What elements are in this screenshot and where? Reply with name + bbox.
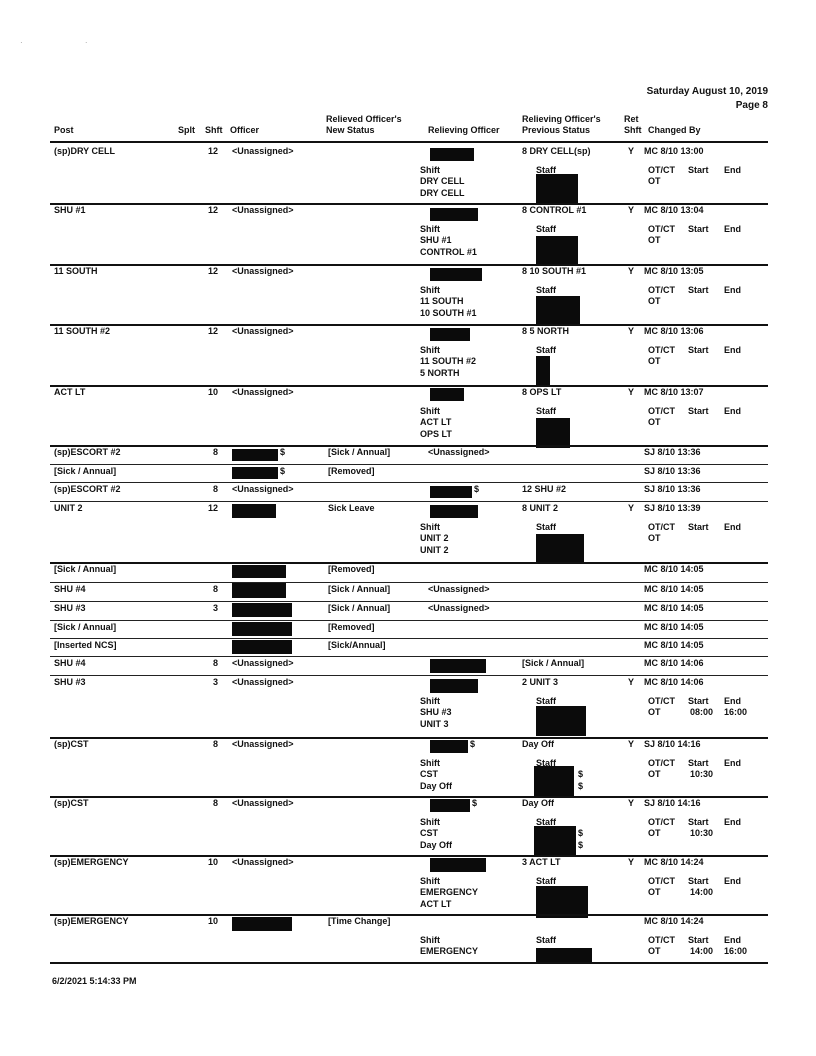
row-officer: <Unassigned>	[232, 677, 294, 687]
sub-shift-label: Shift	[420, 522, 440, 532]
row-previous-status: 8 CONTROL #1	[522, 205, 587, 215]
row-ret-shift: Y	[628, 326, 635, 336]
row-previous-status: 2 UNIT 3	[522, 677, 559, 687]
sub-shift-label: Shift	[420, 285, 440, 295]
column-headers	[0, 114, 816, 144]
row-post: SHU #3	[54, 677, 86, 687]
sub-otct-label: OT/CT	[648, 406, 675, 416]
row-changed-by: MC 8/10 14:06	[644, 677, 704, 687]
header-rule	[50, 141, 768, 143]
sub-otct-label: OT/CT	[648, 876, 675, 886]
row-shift: 10	[207, 857, 218, 867]
relieving-officer-redaction	[430, 388, 464, 401]
row-shift: 8	[212, 447, 218, 457]
row-shift: 8	[212, 739, 218, 749]
row-previous-status: 8 5 NORTH	[522, 326, 570, 336]
row-changed-by: MC 8/10 13:06	[644, 326, 704, 336]
row-shift: 8	[212, 484, 218, 494]
row-separator	[50, 638, 768, 639]
sub-start-label: Start	[688, 696, 709, 706]
relieving-officer-redaction	[430, 268, 482, 281]
row-shift: 3	[212, 677, 218, 687]
sub-start-label: Start	[688, 876, 709, 886]
row-ret-shift: Y	[628, 503, 635, 513]
officer-redaction	[232, 565, 286, 578]
sub-start-label: Start	[688, 935, 709, 945]
row-post: (sp)CST	[54, 739, 89, 749]
sub-start-label: Start	[688, 224, 709, 234]
row-officer: <Unassigned>	[232, 798, 294, 808]
row-shift: 8	[212, 584, 218, 594]
sub-ot-value: OT	[648, 356, 661, 366]
row-separator	[50, 501, 768, 502]
sub-post: EMERGENCY	[420, 946, 479, 956]
sub-end-label: End	[724, 345, 741, 355]
officer-redaction	[232, 583, 286, 598]
sub-staff-label: Staff	[536, 817, 556, 827]
sub-ot-value: OT	[648, 296, 661, 306]
sub-dollar-mark: $	[578, 769, 584, 779]
sub-otct-label: OT/CT	[648, 285, 675, 295]
sub-ot-value: OT	[648, 887, 661, 897]
sub-previous-post: UNIT 3	[420, 719, 449, 729]
row-changed-by: SJ 8/10 14:16	[644, 798, 701, 808]
sub-ot-value: OT	[648, 769, 661, 779]
row-shift: 10	[207, 387, 218, 397]
row-post: [Sick / Annual]	[54, 622, 117, 632]
row-separator	[50, 582, 768, 583]
relieving-officer-redaction	[430, 208, 478, 221]
report-date: Saturday August 10, 2019	[646, 86, 768, 97]
sub-shift-label: Shift	[420, 165, 440, 175]
row-separator	[50, 482, 768, 483]
row-officer: <Unassigned>	[232, 326, 294, 336]
row-officer: <Unassigned>	[232, 387, 294, 397]
sub-otct-label: OT/CT	[648, 758, 675, 768]
row-changed-by: SJ 8/10 13:36	[644, 466, 701, 476]
previous-officer-redaction	[536, 174, 578, 204]
sub-staff-label: Staff	[536, 758, 556, 768]
row-changed-by: MC 8/10 14:05	[644, 584, 704, 594]
sub-staff-label: Staff	[536, 696, 556, 706]
row-post: ACT LT	[54, 387, 86, 397]
row-shift: 12	[207, 503, 218, 513]
row-changed-by: MC 8/10 13:04	[644, 205, 704, 215]
col-previous-status: Relieving Officer's Previous Status	[522, 114, 601, 135]
officer-redaction	[232, 917, 292, 931]
sub-staff-label: Staff	[536, 935, 556, 945]
sub-shift-label: Shift	[420, 406, 440, 416]
sub-previous-post: 5 NORTH	[420, 368, 460, 378]
sub-post: 11 SOUTH #2	[420, 356, 477, 366]
row-relieved-status: [Sick / Annual]	[328, 584, 391, 594]
row-previous-status: Day Off	[522, 739, 555, 749]
sub-post: 11 SOUTH	[420, 296, 464, 306]
sub-otct-label: OT/CT	[648, 935, 675, 945]
sub-previous-post: CONTROL #1	[420, 247, 477, 257]
sub-shift-label: Shift	[420, 696, 440, 706]
officer-redaction	[232, 640, 292, 654]
row-shift: 3	[212, 603, 218, 613]
col-ret-shift: Ret Shft	[624, 114, 642, 135]
sub-end-label: End	[724, 165, 741, 175]
row-relieved-status: Sick Leave	[328, 503, 375, 513]
row-relieved-status: [Sick/Annual]	[328, 640, 386, 650]
relieving-officer-redaction	[430, 659, 486, 673]
row-changed-by: MC 8/10 14:24	[644, 857, 704, 867]
row-changed-by: MC 8/10 13:07	[644, 387, 704, 397]
row-shift: 12	[207, 146, 218, 156]
row-shift: 8	[212, 798, 218, 808]
row-ret-shift: Y	[628, 205, 635, 215]
row-officer: <Unassigned>	[232, 658, 294, 668]
sub-end-label: End	[724, 817, 741, 827]
row-officer: <Unassigned>	[232, 857, 294, 867]
row-changed-by: SJ 8/10 13:39	[644, 503, 701, 513]
sub-dollar-mark: $	[578, 828, 584, 838]
row-ret-shift: Y	[628, 677, 635, 687]
row-shift: 8	[212, 658, 218, 668]
sub-post: CST	[420, 828, 438, 838]
row-post: (sp)ESCORT #2	[54, 447, 121, 457]
row-post: (sp)EMERGENCY	[54, 857, 129, 867]
col-relieving-officer: Relieving Officer	[428, 125, 500, 135]
sub-previous-post: Day Off	[420, 781, 453, 791]
sub-post: CST	[420, 769, 438, 779]
row-post: (sp)DRY CELL	[54, 146, 116, 156]
sub-post: EMERGENCY	[420, 887, 479, 897]
col-shift: Shft	[205, 125, 223, 135]
sub-otct-label: OT/CT	[648, 696, 675, 706]
sub-shift-label: Shift	[420, 817, 440, 827]
row-previous-status: 12 SHU #2	[522, 484, 567, 494]
row-relieved-status: [Removed]	[328, 564, 375, 574]
row-officer: <Unassigned>	[232, 205, 294, 215]
row-changed-by: MC 8/10 14:05	[644, 622, 704, 632]
sub-otct-label: OT/CT	[648, 165, 675, 175]
previous-officer-redaction	[534, 826, 576, 856]
row-post: (sp)EMERGENCY	[54, 916, 129, 926]
row-separator	[50, 675, 768, 676]
sub-previous-post: UNIT 2	[420, 545, 449, 555]
col-officer: Officer	[230, 125, 260, 135]
row-relieving-officer: <Unassigned>	[428, 447, 490, 457]
officer-redaction	[232, 603, 292, 617]
sub-ot-value: OT	[648, 533, 661, 543]
row-post: (sp)CST	[54, 798, 89, 808]
sub-previous-post: ACT LT	[420, 899, 452, 909]
row-officer: $	[280, 466, 286, 476]
sub-start-label: Start	[688, 165, 709, 175]
relieving-officer-redaction	[430, 799, 470, 812]
officer-redaction	[232, 467, 278, 479]
sub-shift-label: Shift	[420, 224, 440, 234]
relieving-officer-redaction	[430, 148, 474, 161]
sub-post: SHU #1	[420, 235, 452, 245]
sub-shift-label: Shift	[420, 758, 440, 768]
sub-ot-value: OT	[648, 828, 661, 838]
row-changed-by: MC 8/10 14:24	[644, 916, 704, 926]
sub-shift-label: Shift	[420, 876, 440, 886]
sub-end-label: End	[724, 876, 741, 886]
sub-start-time: 10:30	[690, 769, 714, 779]
row-relieved-status: [Removed]	[328, 466, 375, 476]
row-previous-status: 8 DRY CELL(sp)	[522, 146, 591, 156]
sub-ot-value: OT	[648, 946, 661, 956]
row-separator	[50, 464, 768, 465]
row-changed-by: MC 8/10 13:00	[644, 146, 704, 156]
sub-previous-post: DRY CELL	[420, 188, 465, 198]
row-changed-by: MC 8/10 14:06	[644, 658, 704, 668]
row-ret-shift: Y	[628, 266, 635, 276]
relieving-officer-redaction	[430, 486, 472, 498]
relieving-officer-redaction	[430, 858, 486, 872]
sub-end-label: End	[724, 285, 741, 295]
row-post: SHU #4	[54, 584, 86, 594]
previous-officer-redaction	[536, 534, 584, 564]
row-post: 11 SOUTH #2	[54, 326, 111, 336]
previous-officer-redaction	[536, 236, 578, 266]
row-previous-status: 3 ACT LT	[522, 857, 561, 867]
sub-post: UNIT 2	[420, 533, 449, 543]
sub-post: ACT LT	[420, 417, 452, 427]
row-relieved-status: [Sick / Annual]	[328, 447, 391, 457]
sub-previous-post: OPS LT	[420, 429, 452, 439]
sub-ot-value: OT	[648, 235, 661, 245]
sub-staff-label: Staff	[536, 876, 556, 886]
row-changed-by: MC 8/10 14:05	[644, 564, 704, 574]
sub-start-time: 10:30	[690, 828, 714, 838]
sub-end-time: 16:00	[724, 707, 748, 717]
row-shift: 10	[207, 916, 218, 926]
scan-specks: · ·	[20, 38, 118, 47]
sub-start-time: 14:00	[690, 887, 714, 897]
sub-previous-post: Day Off	[420, 840, 453, 850]
row-shift: 12	[207, 266, 218, 276]
row-relieving-officer: $	[474, 484, 480, 494]
row-previous-status: Day Off	[522, 798, 555, 808]
sub-dollar-mark: $	[578, 840, 584, 850]
sub-start-label: Start	[688, 285, 709, 295]
row-separator	[50, 656, 768, 657]
row-relieved-status: [Removed]	[328, 622, 375, 632]
row-relieving-officer: <Unassigned>	[428, 603, 490, 613]
sub-start-label: Start	[688, 345, 709, 355]
row-previous-status: 8 OPS LT	[522, 387, 562, 397]
sub-end-label: End	[724, 758, 741, 768]
row-ret-shift: Y	[628, 146, 635, 156]
relieving-officer-redaction	[430, 679, 478, 693]
row-post: UNIT 2	[54, 503, 83, 513]
officer-redaction	[232, 504, 276, 518]
row-post: [Sick / Annual]	[54, 466, 117, 476]
sub-ot-value: OT	[648, 176, 661, 186]
previous-officer-redaction	[534, 766, 574, 796]
sub-staff-label: Staff	[536, 345, 556, 355]
sub-end-label: End	[724, 935, 741, 945]
sub-staff-label: Staff	[536, 522, 556, 532]
row-ret-shift: Y	[628, 798, 635, 808]
sub-post: SHU #3	[420, 707, 452, 717]
row-post: SHU #1	[54, 205, 86, 215]
sub-shift-label: Shift	[420, 935, 440, 945]
row-previous-status: 8 UNIT 2	[522, 503, 559, 513]
row-separator	[50, 601, 768, 602]
row-officer: <Unassigned>	[232, 266, 294, 276]
sub-staff-label: Staff	[536, 406, 556, 416]
sub-start-time: 08:00	[690, 707, 714, 717]
sub-start-label: Start	[688, 522, 709, 532]
previous-officer-redaction	[536, 706, 586, 736]
row-officer: <Unassigned>	[232, 146, 294, 156]
sub-otct-label: OT/CT	[648, 224, 675, 234]
row-changed-by: MC 8/10 14:05	[644, 640, 704, 650]
sub-otct-label: OT/CT	[648, 817, 675, 827]
row-relieving-officer: <Unassigned>	[428, 584, 490, 594]
previous-officer-redaction	[536, 418, 570, 448]
row-post: [Sick / Annual]	[54, 564, 117, 574]
sub-start-label: Start	[688, 406, 709, 416]
sub-start-label: Start	[688, 817, 709, 827]
relieving-officer-redaction	[430, 505, 478, 518]
row-ret-shift: Y	[628, 387, 635, 397]
row-post: SHU #3	[54, 603, 86, 613]
sub-end-label: End	[724, 522, 741, 532]
relieving-officer-redaction	[430, 328, 470, 341]
col-split: Splt	[178, 125, 195, 135]
row-changed-by: SJ 8/10 13:36	[644, 484, 701, 494]
officer-redaction	[232, 622, 292, 636]
row-post: 11 SOUTH	[54, 266, 98, 276]
row-officer: <Unassigned>	[232, 484, 294, 494]
page-number: Page 8	[735, 100, 768, 111]
row-officer: <Unassigned>	[232, 739, 294, 749]
sub-staff-label: Staff	[536, 165, 556, 175]
col-post: Post	[54, 125, 74, 135]
sub-dollar-mark: $	[578, 781, 584, 791]
previous-officer-redaction	[536, 356, 550, 386]
row-relieved-status: [Time Change]	[328, 916, 391, 926]
sub-previous-post: 10 SOUTH #1	[420, 308, 477, 318]
row-post: (sp)ESCORT #2	[54, 484, 121, 494]
sub-staff-label: Staff	[536, 285, 556, 295]
row-separator	[50, 962, 768, 964]
row-previous-status: [Sick / Annual]	[522, 658, 585, 668]
sub-shift-label: Shift	[420, 345, 440, 355]
officer-redaction	[232, 449, 278, 461]
sub-otct-label: OT/CT	[648, 345, 675, 355]
row-previous-status: 8 10 SOUTH #1	[522, 266, 587, 276]
row-relieving-officer: $	[472, 798, 478, 808]
sub-staff-label: Staff	[536, 224, 556, 234]
row-changed-by: MC 8/10 14:05	[644, 603, 704, 613]
sub-post: DRY CELL	[420, 176, 465, 186]
sub-end-time: 16:00	[724, 946, 748, 956]
col-relieved-status: Relieved Officer's New Status	[326, 114, 402, 135]
row-changed-by: SJ 8/10 14:16	[644, 739, 701, 749]
row-relieved-status: [Sick / Annual]	[328, 603, 391, 613]
row-shift: 12	[207, 326, 218, 336]
row-ret-shift: Y	[628, 739, 635, 749]
relieving-officer-redaction	[430, 740, 468, 753]
row-separator	[50, 620, 768, 621]
print-timestamp: 6/2/2021 5:14:33 PM	[52, 976, 137, 986]
col-changed-by: Changed By	[648, 125, 701, 135]
sub-start-label: Start	[688, 758, 709, 768]
row-shift: 12	[207, 205, 218, 215]
sub-end-label: End	[724, 696, 741, 706]
previous-officer-redaction	[536, 296, 580, 326]
row-changed-by: MC 8/10 13:05	[644, 266, 704, 276]
sub-otct-label: OT/CT	[648, 522, 675, 532]
row-relieving-officer: $	[470, 739, 476, 749]
sub-ot-value: OT	[648, 417, 661, 427]
sub-end-label: End	[724, 406, 741, 416]
sub-ot-value: OT	[648, 707, 661, 717]
row-officer: $	[280, 447, 286, 457]
sub-end-label: End	[724, 224, 741, 234]
sub-start-time: 14:00	[690, 946, 714, 956]
row-ret-shift: Y	[628, 857, 635, 867]
row-post: SHU #4	[54, 658, 86, 668]
row-post: [Inserted NCS]	[54, 640, 117, 650]
row-changed-by: SJ 8/10 13:36	[644, 447, 701, 457]
